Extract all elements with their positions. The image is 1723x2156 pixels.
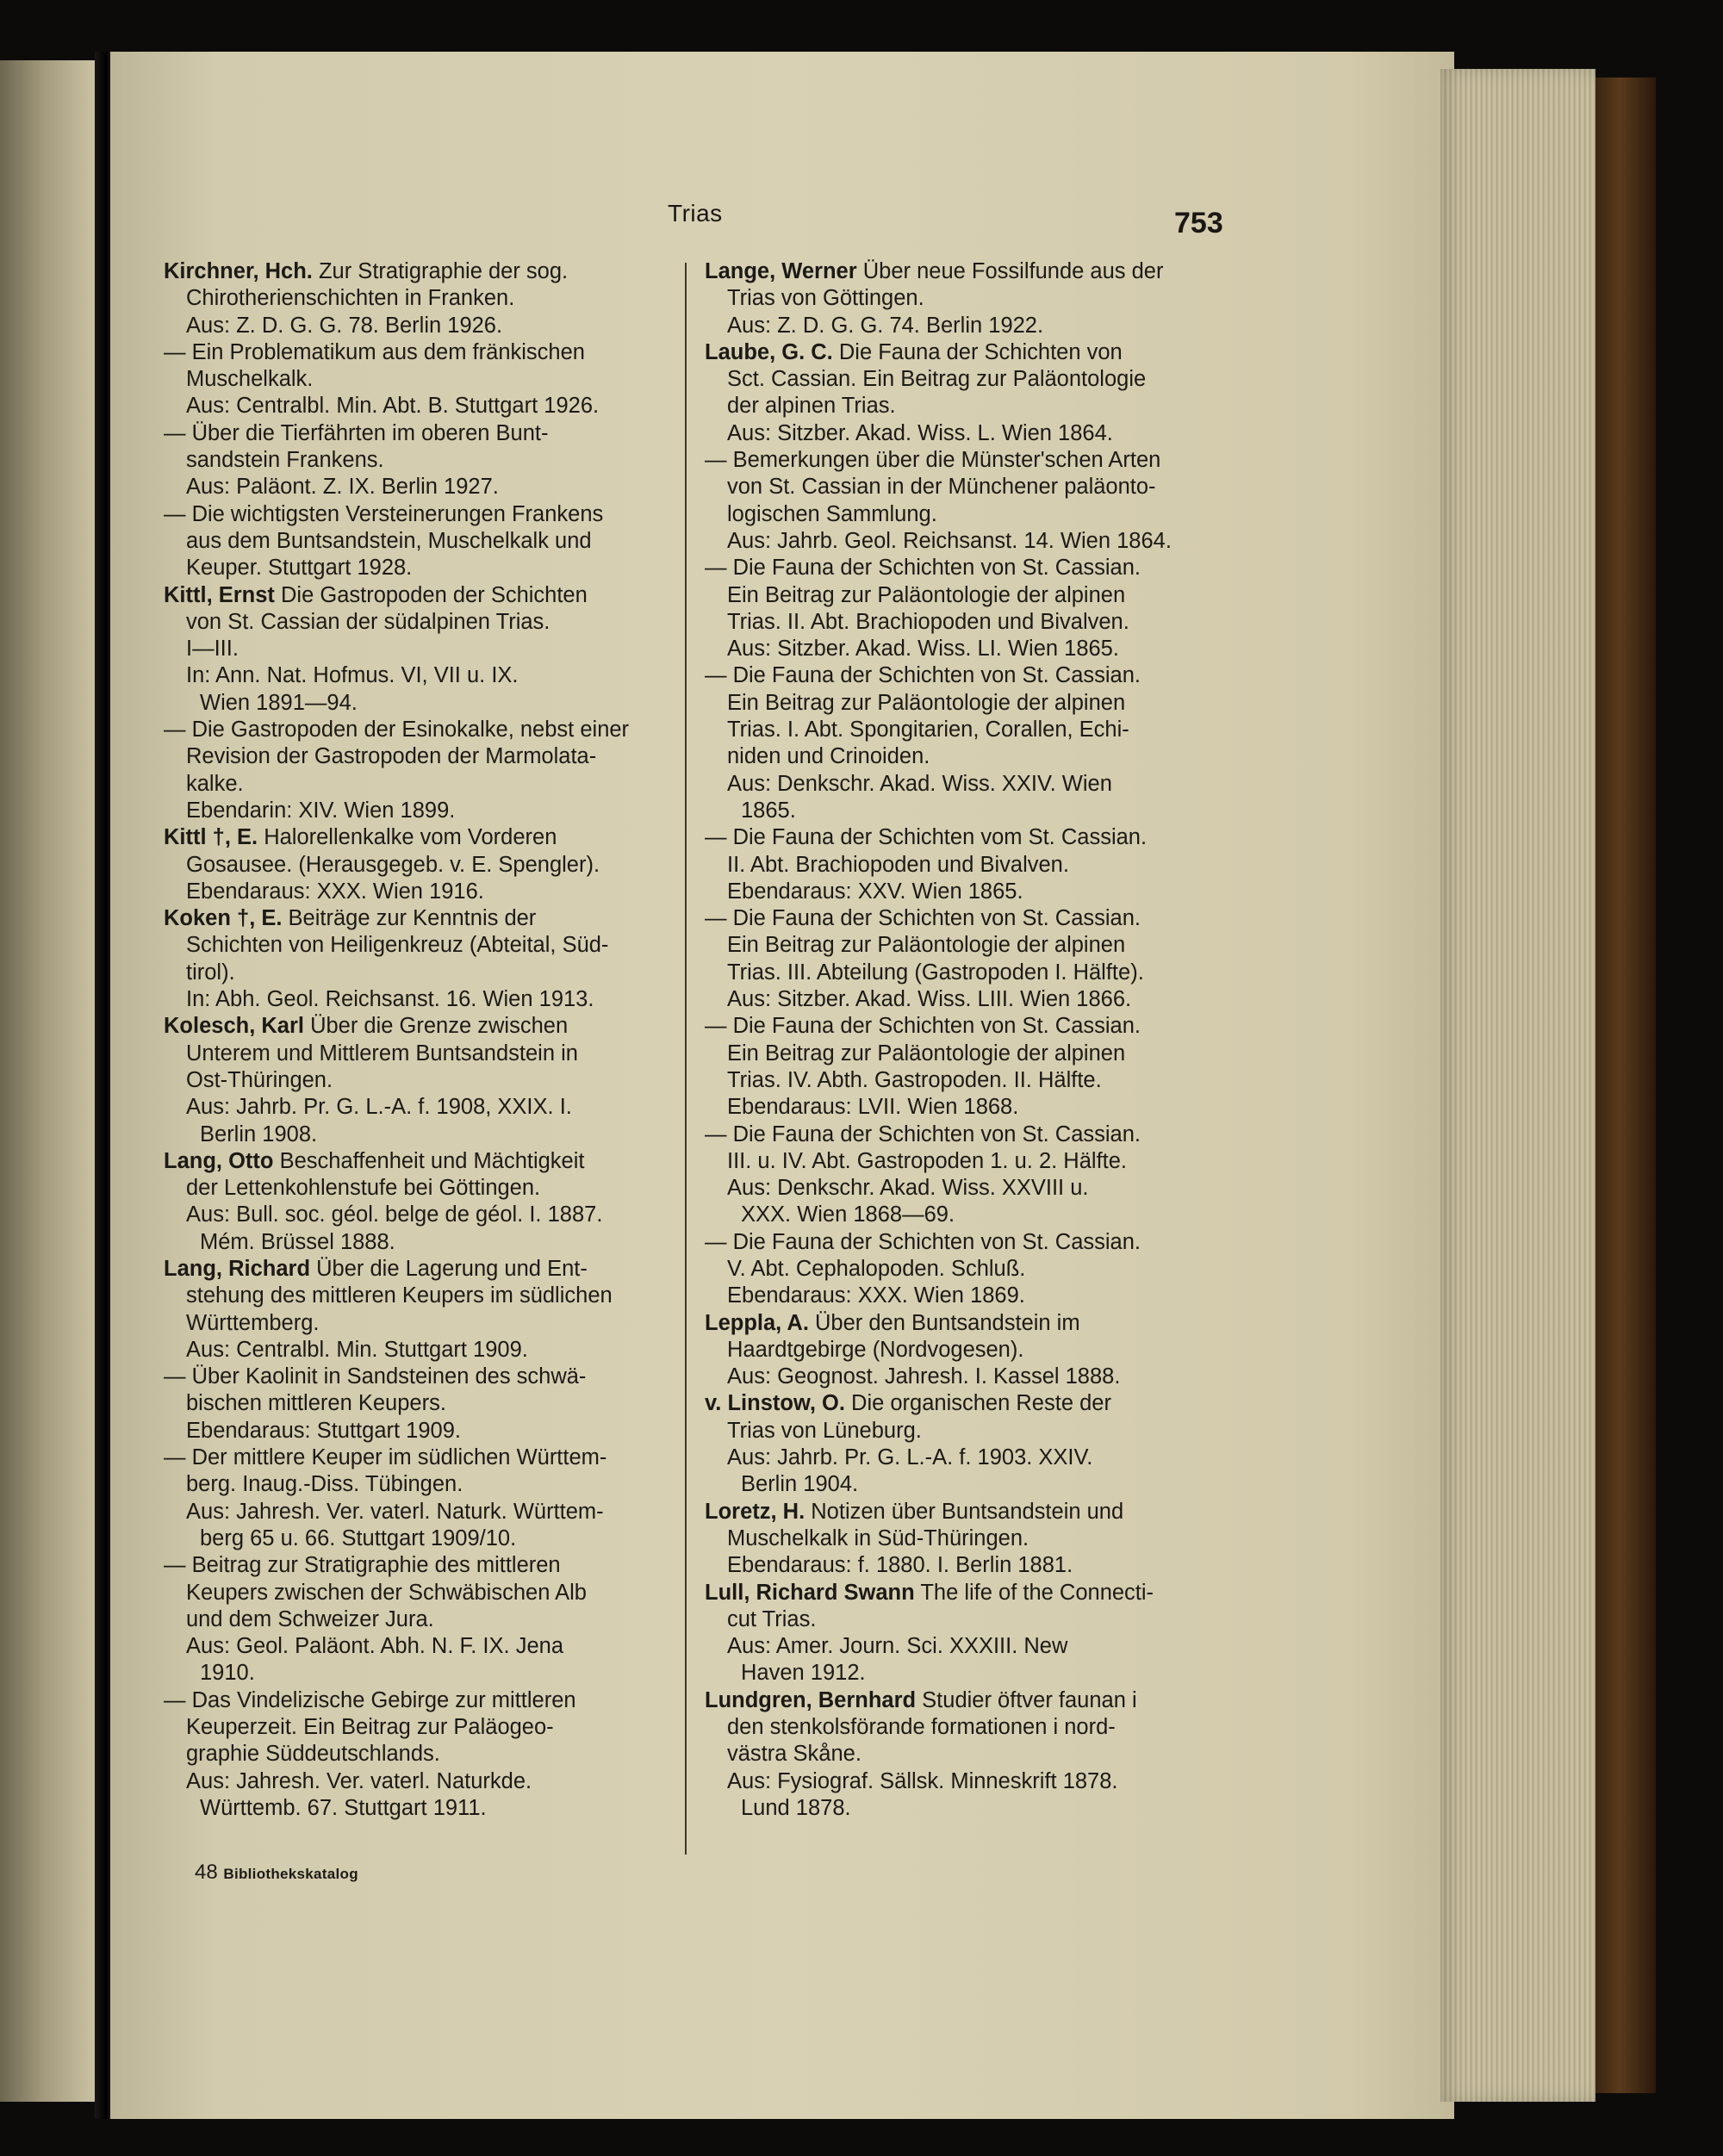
entry-text: Trias von Göttingen. — [727, 286, 924, 311]
left-column — [164, 258, 679, 1822]
entry-line — [164, 662, 679, 689]
entry-line — [705, 1499, 1222, 1525]
entry-text: Aus: Jahrb. Pr. G. L.-A. f. 1903. XXIV. — [727, 1445, 1093, 1470]
facing-page-edge — [0, 60, 110, 2102]
entry-line — [705, 1741, 1222, 1768]
author-name: Kittl †, E. — [164, 825, 258, 850]
entry-text: Aus: Z. D. G. G. 78. Berlin 1926. — [186, 313, 503, 338]
entry-text: 1865. — [741, 798, 796, 823]
entry-text: Aus: Centralbl. Min. Abt. B. Stuttgart 1926. — [186, 394, 600, 419]
entry-line — [705, 1471, 1222, 1498]
entry-line — [705, 1121, 1222, 1148]
entry-text: — Über die Tierfährten im oberen Bunt- — [164, 420, 549, 445]
author-name: Kittl, Ernst — [164, 582, 275, 607]
entry-line — [705, 905, 1222, 932]
author-name: Lundgren, Bernhard — [705, 1687, 917, 1712]
entry-line — [705, 1525, 1222, 1552]
entry-text: Muschelkalk in Süd-Thüringen. — [727, 1525, 1029, 1550]
entry-line — [164, 1471, 679, 1498]
entry-text: — Ein Problematikum aus dem fränkischen — [164, 339, 585, 364]
entry-line — [164, 1714, 679, 1741]
signature-mark — [195, 1861, 358, 1885]
entry-text: Ein Beitrag zur Paläontologie der alpinen — [727, 1041, 1126, 1066]
entry-line — [164, 1067, 679, 1094]
entry-line — [164, 1310, 679, 1337]
entry-text: tirol). — [186, 960, 235, 985]
entry-line — [705, 1580, 1222, 1606]
entry-text: Ein Beitrag zur Paläontologie der alpinen — [727, 933, 1126, 958]
entry-text: Berlin 1904. — [741, 1472, 859, 1497]
entry-text: — Die Gastropoden der Esinokalke, nebst einer — [164, 718, 630, 742]
entry-line — [705, 852, 1222, 879]
entry-text: der alpinen Trias. — [727, 394, 896, 419]
entry-text: stehung des mittleren Keupers im südlichen — [186, 1283, 613, 1308]
entry-line — [705, 690, 1222, 717]
entry-line — [164, 366, 679, 393]
entry-text: Zur Stratigraphie der sog. — [312, 259, 569, 283]
entry-line — [705, 771, 1222, 798]
entry-text: Aus: Z. D. G. G. 74. Berlin 1922. — [727, 313, 1044, 338]
entry-line — [705, 1768, 1222, 1795]
entry-line — [705, 1660, 1222, 1687]
entry-text: V. Abt. Cephalopoden. Schluß. — [727, 1256, 1026, 1281]
author-name: Lang, Richard — [164, 1256, 311, 1281]
entry-line — [164, 1094, 679, 1121]
entry-text: berg 65 u. 66. Stuttgart 1909/10. — [200, 1525, 517, 1550]
entry-text: Notizen über Buntsandstein und — [805, 1499, 1124, 1524]
entry-text: Ein Beitrag zur Paläontologie der alpinen — [727, 690, 1126, 715]
entry-text: Haven 1912. — [741, 1661, 866, 1686]
entry-text: Keuper. Stuttgart 1928. — [186, 556, 413, 581]
entry-text: Ebendaraus: LVII. Wien 1868. — [727, 1095, 1019, 1120]
entry-text: Ost-Thüringen. — [186, 1067, 333, 1092]
entry-line — [164, 1337, 679, 1364]
entry-line — [164, 932, 679, 959]
entry-line — [164, 1175, 679, 1202]
entry-text: III. u. IV. Abt. Gastropoden 1. u. 2. Hälfte. — [727, 1148, 1128, 1173]
entry-text: von St. Cassian der südalpinen Trias. — [186, 609, 550, 634]
entry-line — [164, 258, 679, 285]
entry-line — [164, 636, 679, 662]
entry-line — [705, 1418, 1222, 1445]
page-number: 753 — [1174, 207, 1223, 239]
entry-line — [705, 1256, 1222, 1283]
entry-line — [164, 1580, 679, 1606]
entry-line — [705, 662, 1222, 689]
entry-text: — Die wichtigsten Versteinerungen Frankens — [164, 501, 604, 526]
entry-text: Studier öftver faunan i — [916, 1687, 1137, 1712]
entry-text: — Die Fauna der Schichten von St. Cassian. — [705, 1229, 1141, 1254]
entry-line — [164, 879, 679, 905]
author-name: Leppla, A. — [705, 1310, 809, 1335]
entry-line — [705, 420, 1222, 447]
entry-text: Württemb. 67. Stuttgart 1911. — [200, 1795, 487, 1820]
entry-text: The life of the Connecti- — [914, 1580, 1154, 1605]
entry-line — [164, 1418, 679, 1445]
entry-text: Aus: Fysiograf. Sällsk. Minneskrift 1878. — [727, 1768, 1118, 1793]
entry-line — [164, 1202, 679, 1228]
entry-line — [705, 1310, 1222, 1337]
entry-line — [705, 501, 1222, 528]
entry-line — [164, 1283, 679, 1309]
entry-line — [164, 1499, 679, 1525]
entry-text: Ebendaraus: f. 1880. I. Berlin 1881. — [727, 1553, 1073, 1578]
entry-line — [705, 1013, 1222, 1040]
entry-line — [164, 393, 679, 419]
entry-text: Trias. III. Abteilung (Gastropoden I. Hälfte). — [727, 960, 1144, 985]
entry-text: sandstein Frankens. — [186, 448, 384, 473]
entry-line — [164, 1364, 679, 1390]
entry-line — [164, 1229, 679, 1256]
entry-text: — Die Fauna der Schichten von St. Cassian. — [705, 1121, 1141, 1146]
entry-line — [164, 447, 679, 474]
entry-text: aus dem Buntsandstein, Muschelkalk und — [186, 528, 592, 553]
entry-text: II. Abt. Brachiopoden und Bivalven. — [727, 852, 1069, 877]
entry-line — [705, 582, 1222, 609]
entry-line — [705, 555, 1222, 581]
entry-text: Ebendarin: XIV. Wien 1899. — [186, 798, 456, 823]
entry-text: niden und Crinoiden. — [727, 744, 930, 769]
entry-line — [164, 771, 679, 798]
entry-text: — Die Fauna der Schichten vom St. Cassian. — [705, 825, 1148, 850]
entry-text: 1910. — [200, 1661, 255, 1686]
entry-line — [164, 1687, 679, 1714]
entry-text: västra Skåne. — [727, 1742, 862, 1767]
entry-text: Aus: Geognost. Jahresh. I. Kassel 1888. — [727, 1364, 1121, 1389]
entry-text: In: Ann. Nat. Hofmus. VI, VII u. IX. — [186, 663, 519, 688]
entry-text: Über neue Fossilfunde aus der — [856, 259, 1164, 283]
entry-text: Die organischen Reste der — [844, 1391, 1111, 1416]
entry-text: Schichten von Heiligenkreuz (Abteital, Süd- — [186, 933, 609, 958]
entry-text: Aus: Denkschr. Akad. Wiss. XXIV. Wien — [727, 771, 1112, 796]
entry-line — [164, 420, 679, 447]
book-cover-edge — [1595, 78, 1656, 2093]
author-name: Kolesch, Karl — [164, 1014, 304, 1039]
entry-line — [164, 501, 679, 528]
entry-line — [705, 1364, 1222, 1390]
entry-line — [705, 1148, 1222, 1175]
entry-text: Aus: Denkschr. Akad. Wiss. XXVIII u. — [727, 1176, 1089, 1201]
entry-line — [164, 555, 679, 581]
entry-text: Aus: Sitzber. Akad. Wiss. LIII. Wien 1866. — [727, 987, 1132, 1012]
entry-text: Unterem und Mittlerem Buntsandstein in — [186, 1041, 578, 1066]
entry-line — [705, 1795, 1222, 1822]
entry-text: — Bemerkungen über die Münster'schen Arten — [705, 448, 1161, 473]
page-edges-stack — [1440, 69, 1595, 2102]
entry-text: — Beitrag zur Stratigraphie des mittleren — [164, 1553, 561, 1578]
entry-text: Trias. I. Abt. Spongitarien, Corallen, Echi- — [727, 718, 1129, 742]
running-head: Trias — [668, 200, 723, 227]
entry-line — [705, 1202, 1222, 1228]
entry-text: kalke. — [186, 771, 244, 796]
entry-line — [705, 1687, 1222, 1714]
entry-line — [164, 313, 679, 339]
entry-line — [705, 798, 1222, 824]
entry-line — [705, 528, 1222, 555]
entry-line — [705, 743, 1222, 770]
entry-line — [164, 1390, 679, 1417]
entry-line — [164, 960, 679, 986]
entry-text: von St. Cassian in der Münchener paläonto- — [727, 475, 1156, 500]
entry-line — [164, 1121, 679, 1148]
entry-line — [164, 1741, 679, 1768]
entry-text: In: Abh. Geol. Reichsanst. 16. Wien 1913. — [186, 987, 594, 1012]
entry-line — [705, 1337, 1222, 1364]
entry-line — [705, 609, 1222, 636]
author-name: Koken †, E. — [164, 906, 283, 931]
entry-text: Aus: Bull. soc. géol. belge de géol. I. 1887. — [186, 1202, 603, 1227]
entry-text: — Das Vindelizische Gebirge zur mittleren — [164, 1687, 576, 1712]
entry-line — [705, 1390, 1222, 1417]
entry-line — [164, 609, 679, 636]
entry-line — [164, 339, 679, 366]
author-name: Loretz, H. — [705, 1499, 806, 1524]
entry-text: logischen Sammlung. — [727, 501, 937, 526]
entry-line — [705, 1067, 1222, 1094]
entry-text: Keupers zwischen der Schwäbischen Alb — [186, 1580, 587, 1605]
signature-label: Bibliothekskatalog — [223, 1866, 358, 1882]
entry-line — [164, 1633, 679, 1660]
entry-text: Mém. Brüssel 1888. — [200, 1229, 395, 1254]
entry-line — [705, 366, 1222, 393]
entry-text: Haardtgebirge (Nordvogesen). — [727, 1337, 1024, 1362]
entry-text: Ebendaraus: XXX. Wien 1869. — [727, 1283, 1025, 1308]
entry-line — [164, 1041, 679, 1067]
entry-text: Trias. II. Abt. Brachiopoden und Bivalven. — [727, 609, 1129, 634]
entry-text: Aus: Centralbl. Min. Stuttgart 1909. — [186, 1337, 528, 1362]
entry-line — [164, 528, 679, 555]
entry-text: Aus: Geol. Paläont. Abh. N. F. IX. Jena — [186, 1634, 563, 1659]
entry-text: — Die Fauna der Schichten von St. Cassian. — [705, 556, 1141, 581]
entry-text: Aus: Sitzber. Akad. Wiss. L. Wien 1864. — [727, 420, 1113, 445]
entry-text: Halorellenkalke vom Vorderen — [258, 825, 557, 850]
entry-text: Gosausee. (Herausgegeb. v. E. Spengler). — [186, 852, 600, 877]
entry-line — [705, 258, 1222, 285]
right-column — [705, 258, 1222, 1822]
entry-line — [705, 474, 1222, 500]
entry-text: Über den Buntsandstein im — [808, 1310, 1080, 1335]
entry-line — [705, 879, 1222, 905]
entry-text: Ebendaraus: XXV. Wien 1865. — [727, 879, 1023, 904]
entry-line — [705, 986, 1222, 1013]
entry-line — [164, 1606, 679, 1633]
entry-text: Württemberg. — [186, 1310, 320, 1335]
entry-text: berg. Inaug.-Diss. Tübingen. — [186, 1472, 463, 1497]
entry-text: graphie Süddeutschlands. — [186, 1742, 440, 1767]
entry-text: XXX. Wien 1868—69. — [741, 1202, 955, 1227]
entry-text: Aus: Amer. Journ. Sci. XXXIII. New — [727, 1634, 1068, 1659]
entry-line — [705, 824, 1222, 851]
entry-text: Über die Grenze zwischen — [303, 1014, 569, 1039]
entry-text: Chirotherienschichten in Franken. — [186, 286, 515, 311]
entry-line — [164, 582, 679, 609]
entry-line — [164, 905, 679, 932]
entry-line — [164, 1552, 679, 1579]
entry-text: Aus: Jahresh. Ver. vaterl. Naturkde. — [186, 1768, 532, 1793]
entry-text: Beschaffenheit und Mächtigkeit — [273, 1148, 585, 1173]
entry-text: Lund 1878. — [741, 1795, 851, 1820]
entry-line — [705, 1229, 1222, 1256]
entry-text: Muschelkalk. — [186, 367, 314, 392]
entry-text: Über die Lagerung und Ent- — [310, 1256, 588, 1281]
author-name: Lang, Otto — [164, 1148, 274, 1173]
entry-line — [164, 690, 679, 717]
entry-line — [164, 1768, 679, 1795]
entry-line — [164, 1660, 679, 1687]
entry-line — [705, 1714, 1222, 1741]
entry-text: Die Gastropoden der Schichten — [274, 582, 588, 607]
entry-text: Ebendaraus: Stuttgart 1909. — [186, 1418, 461, 1443]
author-name: Lange, Werner — [705, 259, 857, 283]
entry-text: bischen mittleren Keupers. — [186, 1391, 446, 1416]
entry-line — [705, 1552, 1222, 1579]
entry-text: Aus: Jahresh. Ver. vaterl. Naturk. Württem- — [186, 1499, 604, 1524]
entry-line — [705, 447, 1222, 474]
entry-line — [164, 1445, 679, 1471]
entry-text: — Der mittlere Keuper im südlichen Württem- — [164, 1445, 607, 1470]
entry-text: I—III. — [186, 637, 239, 662]
entry-text: Trias. IV. Abth. Gastropoden. II. Hälfte. — [727, 1067, 1102, 1092]
entry-text: Berlin 1908. — [200, 1121, 318, 1146]
entry-text: Ein Beitrag zur Paläontologie der alpinen — [727, 582, 1126, 607]
entry-line — [705, 1175, 1222, 1202]
author-name: Laube, G. C. — [705, 339, 833, 364]
entry-text: Revision der Gastropoden der Marmolata- — [186, 744, 597, 769]
entry-line — [705, 1445, 1222, 1471]
signature-number: 48 — [195, 1861, 218, 1884]
entry-line — [164, 986, 679, 1013]
entry-text: der Lettenkohlenstufe bei Göttingen. — [186, 1176, 541, 1201]
entry-line — [164, 285, 679, 312]
entry-text: Die Fauna der Schichten von — [832, 339, 1123, 364]
entry-line — [705, 339, 1222, 366]
entry-text: — Die Fauna der Schichten von St. Cassian. — [705, 663, 1141, 688]
entry-text: cut Trias. — [727, 1606, 817, 1631]
entry-text: — Über Kaolinit in Sandsteinen des schwä- — [164, 1364, 587, 1389]
entry-line — [164, 798, 679, 824]
entry-text: Aus: Jahrb. Pr. G. L.-A. f. 1908, XXIX. I. — [186, 1095, 572, 1120]
entry-line — [164, 852, 679, 879]
entry-line — [705, 636, 1222, 662]
author-name: v. Linstow, O. — [705, 1391, 845, 1416]
entry-text: Aus: Paläont. Z. IX. Berlin 1927. — [186, 475, 499, 500]
entry-line — [705, 1094, 1222, 1121]
entry-text: Trias von Lüneburg. — [727, 1418, 922, 1443]
entry-text: — Die Fauna der Schichten von St. Cassian. — [705, 906, 1141, 931]
entry-line — [164, 824, 679, 851]
entry-line — [705, 1283, 1222, 1309]
entry-line — [705, 313, 1222, 339]
entry-line — [705, 1633, 1222, 1660]
entry-line — [705, 1041, 1222, 1067]
entry-text: — Die Fauna der Schichten von St. Cassian. — [705, 1014, 1141, 1039]
entry-text: Aus: Sitzber. Akad. Wiss. LI. Wien 1865. — [727, 637, 1119, 662]
entry-line — [705, 932, 1222, 959]
entry-text: Ebendaraus: XXX. Wien 1916. — [186, 879, 484, 904]
entry-text: den stenkolsförande formationen i nord- — [727, 1715, 1116, 1740]
entry-line — [705, 393, 1222, 419]
entry-text: Sct. Cassian. Ein Beitrag zur Paläontologie — [727, 367, 1147, 392]
entry-text: und dem Schweizer Jura. — [186, 1606, 434, 1631]
author-name: Lull, Richard Swann — [705, 1580, 915, 1605]
entry-line — [705, 1606, 1222, 1633]
entry-text: Aus: Jahrb. Geol. Reichsanst. 14. Wien 1864. — [727, 528, 1172, 553]
entry-line — [164, 717, 679, 743]
entry-line — [164, 1013, 679, 1040]
author-name: Kirchner, Hch. — [164, 259, 313, 283]
entry-line — [164, 1148, 679, 1175]
column-divider — [685, 263, 687, 1855]
entry-line — [164, 743, 679, 770]
entry-text: Wien 1891—94. — [200, 690, 358, 715]
entry-text: Beiträge zur Kenntnis der — [282, 906, 537, 931]
entry-line — [164, 474, 679, 500]
entry-line — [164, 1795, 679, 1822]
entry-line — [164, 1525, 679, 1552]
entry-line — [164, 1256, 679, 1283]
entry-text: Keuperzeit. Ein Beitrag zur Paläogeo- — [186, 1715, 554, 1740]
entry-line — [705, 285, 1222, 312]
entry-line — [705, 717, 1222, 743]
entry-line — [705, 960, 1222, 986]
